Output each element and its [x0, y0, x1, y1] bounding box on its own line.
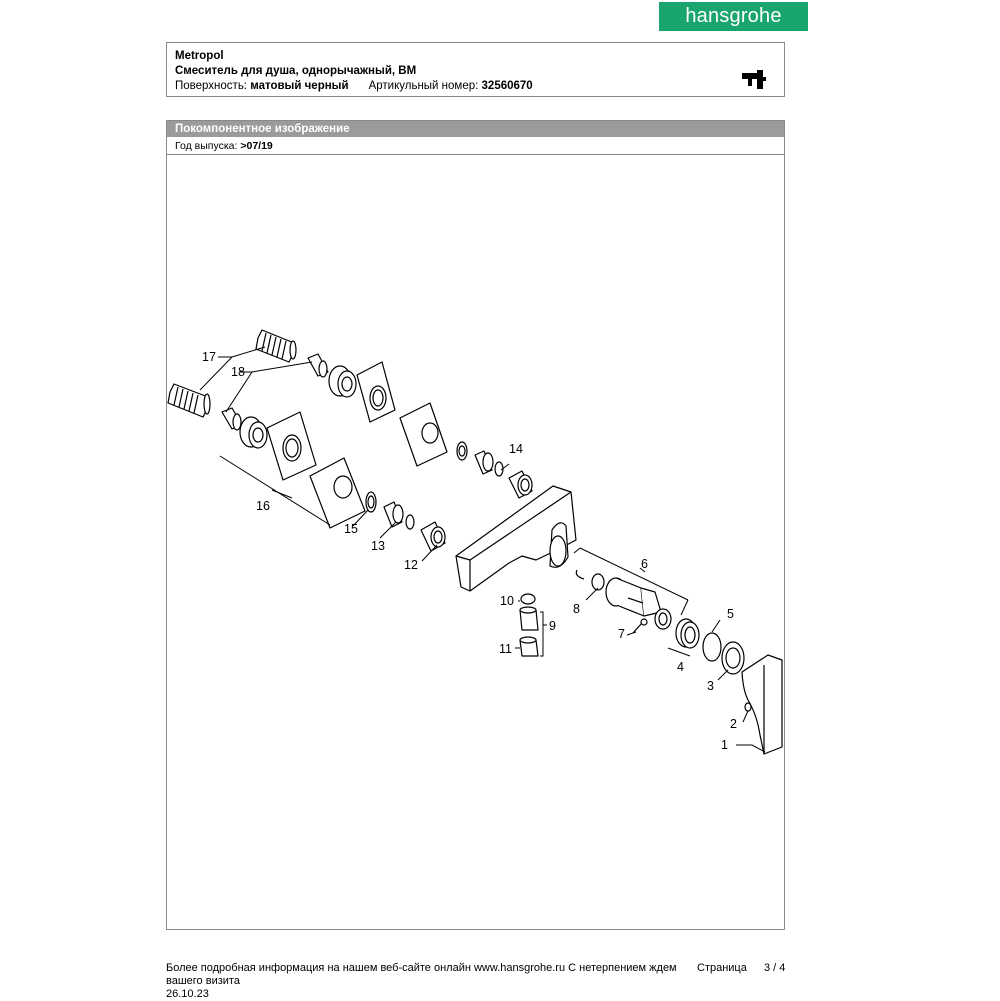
release-label: Год выпуска:: [175, 140, 238, 152]
footer-date: 26.10.23: [166, 988, 209, 1000]
part-18-lower-fitting: [222, 408, 242, 430]
part-18-upper-fitting: [308, 354, 328, 377]
callout-7: 7: [618, 627, 625, 641]
callout-12: 12: [404, 558, 418, 572]
product-description: Смеситель для душа, однорычажный, ВМ: [175, 65, 417, 77]
callout-8: 8: [573, 602, 580, 616]
part-3-cover: [722, 642, 744, 674]
part-13-adapter: [384, 502, 403, 527]
callout-13: 13: [371, 539, 385, 553]
brand-logo: hansgrohe: [659, 2, 808, 31]
footer-page-number: 3 / 4: [764, 962, 786, 974]
footer-visit-text: С нетерпением ждем: [568, 962, 677, 974]
callout-9: 9: [549, 619, 556, 633]
part-16-upper-plate: [357, 362, 395, 422]
release-value: >07/19: [240, 140, 273, 152]
footer-website-link[interactable]: www.hansgrohe.ru: [473, 962, 566, 974]
part-12-upper-union-nut: [509, 471, 532, 498]
section-title: Покомпонентное изображение: [167, 121, 784, 137]
part-10-o-ring: [521, 594, 535, 604]
surface-value: матовый черный: [250, 80, 349, 92]
lower-nut: [240, 417, 267, 448]
article-value: 32560670: [481, 80, 533, 92]
callout-6: 6: [641, 557, 648, 571]
upper-square-rosette: [400, 403, 447, 466]
part-8-clip: [576, 570, 604, 590]
part-9-flow-restrictor: [520, 607, 538, 630]
mixer-body: [456, 486, 576, 591]
part-16-lower-plate: [267, 412, 316, 480]
part-13-upper-adapter: [475, 451, 493, 474]
callout-5: 5: [727, 607, 734, 621]
footer-info-text: Более подробная информация на нашем веб-сайте онлайн: [166, 962, 471, 974]
callout-17: 17: [202, 350, 216, 364]
surface-label: Поверхность:: [175, 80, 248, 92]
footer-visit-text-2: вашего визита: [166, 975, 240, 987]
callout-2: 2: [730, 717, 737, 731]
callout-1: 1: [721, 738, 728, 752]
part-17-upper-connector: [256, 330, 296, 362]
callout-14: 14: [509, 442, 523, 456]
cartridge-nut: [655, 609, 671, 629]
part-12-union-nut: [421, 522, 445, 551]
callout-18: 18: [231, 365, 245, 379]
part-15-upper-washer: [457, 442, 467, 460]
part-13-o-ring: [406, 515, 414, 529]
page-footer: [166, 962, 806, 1001]
part-15-washer: [366, 492, 376, 512]
article-label: Артикульный номер:: [368, 80, 479, 92]
callout-10: 10: [500, 594, 514, 608]
part-5-o-ring: [703, 633, 721, 661]
part-2-grub-screw: [745, 703, 751, 711]
product-line: Metropol: [175, 50, 224, 62]
part-6-cartridge: [606, 578, 661, 616]
part-17-lower-connector: [168, 384, 210, 417]
callout-15: 15: [344, 522, 358, 536]
callout-16: 16: [256, 499, 270, 513]
footer-page-label: Страница: [697, 962, 747, 974]
callout-4: 4: [677, 660, 684, 674]
upper-nut: [329, 366, 356, 397]
part-4-bonnet: [676, 619, 699, 648]
callout-3: 3: [707, 679, 714, 693]
part-7-screw: [633, 619, 647, 633]
part-11-insert: [520, 637, 538, 656]
callout-11: 11: [499, 642, 512, 656]
